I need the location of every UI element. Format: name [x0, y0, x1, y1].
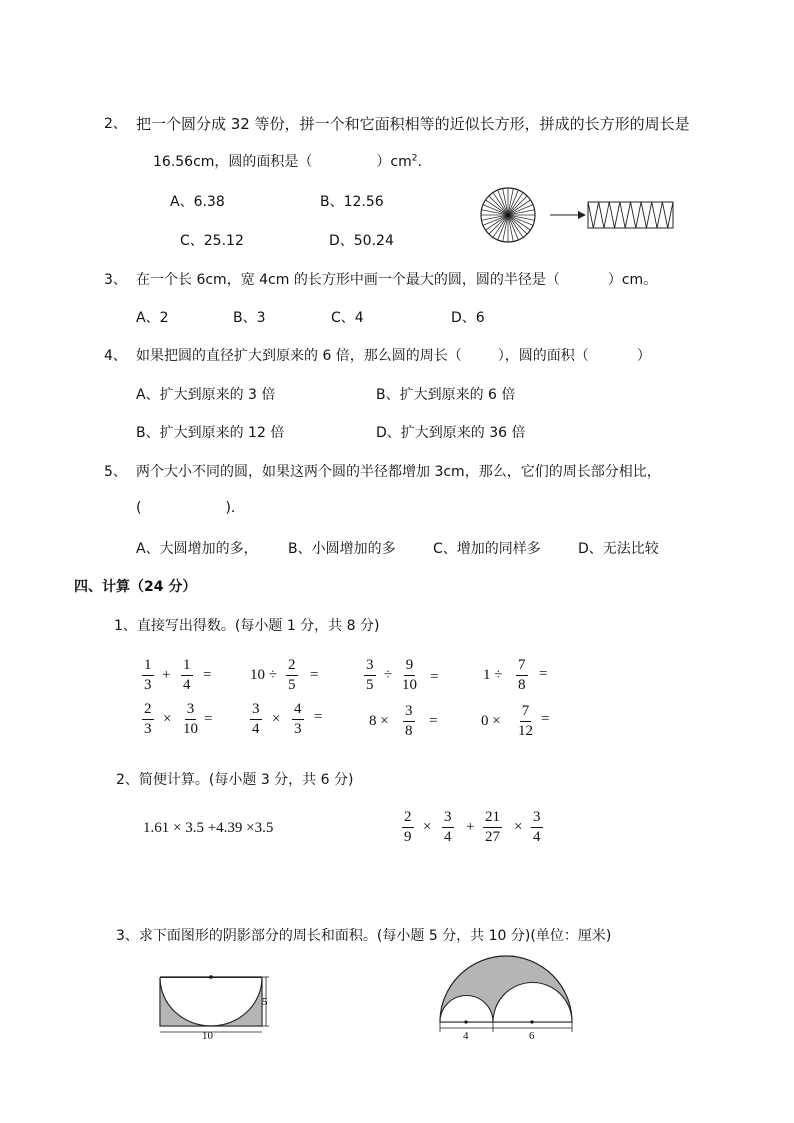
- equals-sign: =: [314, 709, 323, 725]
- q3-option-a[interactable]: A、2: [136, 310, 169, 326]
- sector-circle-icon: [481, 188, 535, 242]
- q3-text-end: ）cm。: [607, 272, 658, 288]
- q3-text-start: 在一个长 6cm，宽 4cm 的长方形中画一个最大的圆，圆的半径是（: [136, 272, 560, 288]
- fraction: $\frac{21}{27}$: [485, 809, 500, 845]
- q4-number: 4、: [104, 348, 127, 364]
- calc3-figure-1: [150, 966, 280, 1042]
- fraction: $\frac{3}{4}$: [444, 809, 452, 845]
- calc3-title: 3、求下面图形的阴影部分的周长和面积。(每小题 5 分，共 10 分)(单位：厘米): [116, 928, 612, 944]
- q5-blank: [136, 500, 235, 516]
- q2-text: 把一个圆分成 32 等份，拼一个和它面积相等的近似长方形，拼成的长方形的周长是: [136, 115, 690, 133]
- fraction: $\frac{1}{3}$: [144, 657, 152, 693]
- figure-1-height-label: 5: [262, 996, 268, 1008]
- q2-circle-to-rectangle-figure: [478, 186, 683, 246]
- q4-option-a[interactable]: A、扩大到原来的 3 倍: [136, 387, 276, 403]
- fraction: $\frac{3}{5}$: [366, 657, 374, 693]
- q2-option-d[interactable]: D、50.24: [329, 233, 394, 249]
- operator: +: [466, 819, 475, 835]
- expression-prefix: 8 ×: [369, 713, 389, 729]
- expression-prefix: 10 ÷: [250, 667, 277, 683]
- q3-option-d[interactable]: D、6: [451, 310, 485, 326]
- equals-sign: =: [429, 713, 438, 729]
- calc3-figure-2: [432, 952, 582, 1042]
- equals-sign: =: [430, 669, 439, 685]
- q3-number: 3、: [104, 272, 127, 288]
- figure-2-right-label: 6: [529, 1030, 535, 1042]
- q4-option-c[interactable]: B、扩大到原来的 12 倍: [136, 425, 285, 441]
- figure-1-width-label: 10: [202, 1030, 213, 1042]
- operator: ×: [272, 711, 281, 727]
- q3-option-c[interactable]: C、4: [331, 310, 364, 326]
- operator: ×: [514, 819, 523, 835]
- fraction: $\frac{7}{12}$: [518, 703, 533, 739]
- equals-sign: =: [539, 666, 548, 682]
- calc2-title: 2、简便计算。(每小题 3 分，共 6 分): [116, 772, 354, 788]
- fraction: $\frac{3}{8}$: [405, 703, 413, 739]
- fraction: $\frac{2}{3}$: [144, 701, 152, 737]
- fraction: $\frac{4}{3}$: [294, 701, 302, 737]
- equals-sign: =: [204, 711, 213, 727]
- q2-text-line2-end: .: [417, 154, 422, 170]
- calc1-title: 1、直接写出得数。(每小题 1 分，共 8 分): [114, 618, 380, 634]
- arrow-icon: [550, 211, 586, 219]
- expression-prefix: 1 ÷: [483, 667, 503, 683]
- q3-option-b[interactable]: B、3: [233, 310, 266, 326]
- q2-text-line2: [153, 151, 422, 171]
- fraction: $\frac{2}{5}$: [288, 657, 296, 693]
- fraction: $\frac{3}{4}$: [533, 809, 541, 845]
- equals-sign: =: [203, 667, 212, 683]
- q4-text-start: 如果把圆的直径扩大到原来的 6 倍，那么圆的周长（: [136, 348, 462, 364]
- q2-option-b[interactable]: B、12.56: [320, 194, 384, 210]
- expression-prefix: 0 ×: [481, 713, 501, 729]
- operator: +: [162, 667, 171, 683]
- fraction: $\frac{3}{10}$: [183, 701, 198, 737]
- section-4-title: 四、计算（24 分）: [74, 579, 197, 595]
- q4-option-b[interactable]: B、扩大到原来的 6 倍: [376, 387, 516, 403]
- q3-text: [136, 269, 657, 289]
- q5-option-b[interactable]: B、小圆增加的多: [288, 541, 396, 557]
- q2-text-line2-start: 16.56cm，圆的面积是（: [153, 154, 313, 170]
- operator: ×: [423, 819, 432, 835]
- figure-2-left-label: 4: [463, 1030, 469, 1042]
- q2-superscript: 2: [411, 153, 418, 164]
- calc2-expression-1: 1.61 × 3.5 +4.39 ×3.5: [143, 820, 274, 836]
- q5-option-a[interactable]: A、大圆增加的多，: [136, 541, 258, 557]
- q4-text: [136, 345, 651, 365]
- fraction: $\frac{3}{4}$: [252, 701, 260, 737]
- q5-blank-close: ).: [225, 500, 236, 516]
- q2-text-line2-unit: ）cm: [376, 154, 412, 170]
- q2-option-c[interactable]: C、25.12: [180, 233, 244, 249]
- q5-text: 两个大小不同的圆，如果这两个圆的半径都增加 3cm，那么，它们的周长部分相比，: [136, 464, 661, 480]
- q4-text-end: ）: [636, 348, 651, 364]
- operator: ×: [163, 711, 172, 727]
- q4-text-mid: ），圆的面积（: [497, 348, 589, 364]
- equals-sign: =: [541, 711, 550, 727]
- equals-sign: =: [310, 667, 319, 683]
- q5-option-c[interactable]: C、增加的同样多: [433, 541, 541, 557]
- zigzag-rectangle-icon: [588, 202, 673, 228]
- operator: ÷: [384, 667, 393, 683]
- q5-option-d[interactable]: D、无法比较: [578, 541, 659, 557]
- q2-option-a[interactable]: A、6.38: [170, 194, 225, 210]
- fraction: $\frac{2}{9}$: [404, 809, 412, 845]
- q4-option-d[interactable]: D、扩大到原来的 36 倍: [376, 425, 526, 441]
- q5-number: 5、: [104, 464, 127, 480]
- fraction: $\frac{9}{10}$: [402, 657, 417, 693]
- q2-number: 2、: [104, 116, 127, 132]
- fraction: $\frac{7}{8}$: [518, 657, 526, 693]
- q5-blank-open: (: [136, 500, 142, 516]
- fraction: $\frac{1}{4}$: [183, 657, 191, 693]
